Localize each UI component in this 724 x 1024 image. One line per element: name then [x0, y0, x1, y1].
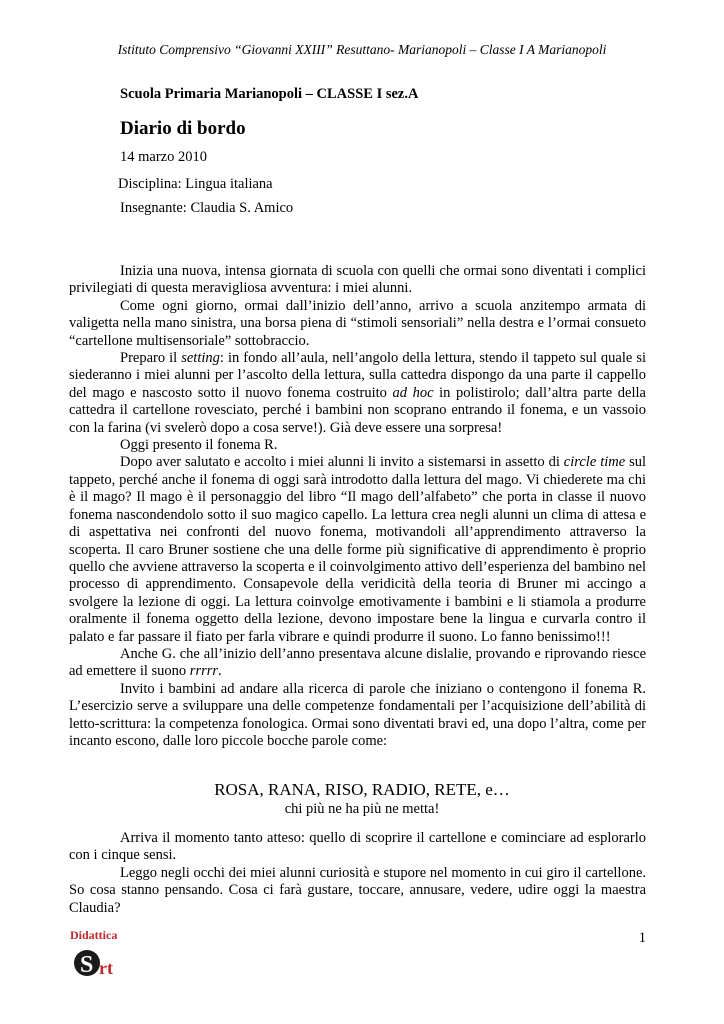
- paragraph: Preparo il setting: in fondo all’aula, nell’angolo della lettura, stendo il tappeto sul quale si siederanno i miei alunni per l’ascolto della lettura, sulla cattedra dispongo da una parte il cappello del mago e nascosto sotto il nuovo fonema costruito ad hoc in polistirolo; dall’altra parte della cattedra il cartellone rovesciato, perché i bambini non scoprano entrando il fonema, e un vassoio con la farina (vi svelerò dopo a cosa serve!). Già deve essere una sorpresa!: [69, 350, 646, 436]
- logo-text: Didattica: [70, 928, 118, 942]
- paragraph: Inizia una nuova, intensa giornata di scuola con quelli che ormai sono diventati i complici privilegiati di questa meravigliosa avventura: i miei alunni.: [69, 263, 646, 297]
- didattica-art-logo: [68, 927, 126, 981]
- words-subtitle: chi più ne ha più ne metta!: [284, 801, 440, 817]
- paragraph: Oggi presento il fonema R.: [120, 437, 278, 454]
- document-title: Diario di bordo: [120, 118, 246, 139]
- date: 14 marzo 2010: [120, 149, 207, 165]
- paragraph: Invito i bambini ad andare alla ricerca di parole che iniziano o contengono il fonema R. L’esercizio serve a sviluppare una delle competenze fondamentali per l’acquisizione dell’abilità di letto-scrittura: la competenza fonologica. Ormai sono diventati bravi ed, una dopo l’altra, come per incanto escono, dalle loro piccole bocche parole come:: [69, 680, 646, 749]
- paragraph: Dopo aver salutato e accolto i miei alunni li invito a sistemarsi in assetto di circle time sul tappeto, perché anche il fonema di oggi sarà introdotto dalla lettura del mago. Vi chiederete ma chi è il mago? Il mago è il personaggio del libro “Il mago dell’alfabeto” che porta in classe il nuovo fonema nascondendolo sotto il suo magico capello. La lettura crea negli alunni un clima di attesa e di aspettativa nei confronti del nuovo fonema, motivandoli all’apprendimento attraverso la scoperta. Il caro Bruner sostiene che una delle forme più significative di apprendimento è proprio quello che avviene attraverso la scoperta e il coinvolgimento attivo dell’esperienza del bambino nel processo di apprendimento. Consapevole della veridicità della teoria di Bruner mi accingo a svolgere la lezione di oggi. La lettura coinvolge emotivamente i bambini e li stiamola a produrre oralmente il fonema oggetto della lezione, devono impostare bene la lingua e curvarla contro il palato e far passare il fiato per farla vibrare e quindi produrre il suono. Lo fanno benissimo!!!: [69, 454, 646, 645]
- body-text-1: [69, 263, 646, 750]
- page-number: 1: [638, 930, 646, 946]
- logo-letter-s: S: [80, 952, 94, 978]
- paragraph: Leggo negli occhi dei miei alunni curiosità e stupore nel momento in cui giro il cartellone. So cosa stanno pensando. Cosa ci farà gustare, toccare, annusare, vedere, udire oggi la maestra Claudia?: [69, 864, 646, 916]
- logo-letters-rt: rt: [99, 958, 113, 978]
- paragraph: Come ogni giorno, ormai dall’inizio dell’anno, arrivo a scuola anzitempo armata di valigetta nella mano sinistra, una borsa piena di “stimoli sensoriali” nella destra e l’ormai consueto “cartellone multisensoriale” sottobraccio.: [69, 297, 646, 349]
- discipline: Disciplina: Lingua italiana: [118, 176, 273, 192]
- italic-term: circle time: [563, 454, 626, 471]
- teacher: Insegnante: Claudia S. Amico: [120, 200, 294, 216]
- words-title: ROSA, RANA, RISO, RADIO, RETE, e…: [214, 780, 510, 799]
- page-header: Istituto Comprensivo “Giovanni XXIII” Resuttano- Marianopoli – Classe I A Marianopoli: [117, 42, 607, 57]
- italic-term: setting: [181, 350, 220, 367]
- italic-term: ad hoc: [392, 384, 434, 401]
- italic-term: rrrrr: [189, 663, 219, 680]
- paragraph: Arriva il momento tanto atteso: quello di scoprire il cartellone e cominciare ad esplorarlo con i cinque sensi.: [69, 830, 646, 864]
- body-text-2: [69, 830, 646, 917]
- school-name: Scuola Primaria Marianopoli – CLASSE I sez.A: [120, 86, 419, 102]
- paragraph: Anche G. che all’inizio dell’anno presentava alcune dislalie, provando e riprovando riesce ad emettere il suono rrrrr.: [69, 645, 646, 680]
